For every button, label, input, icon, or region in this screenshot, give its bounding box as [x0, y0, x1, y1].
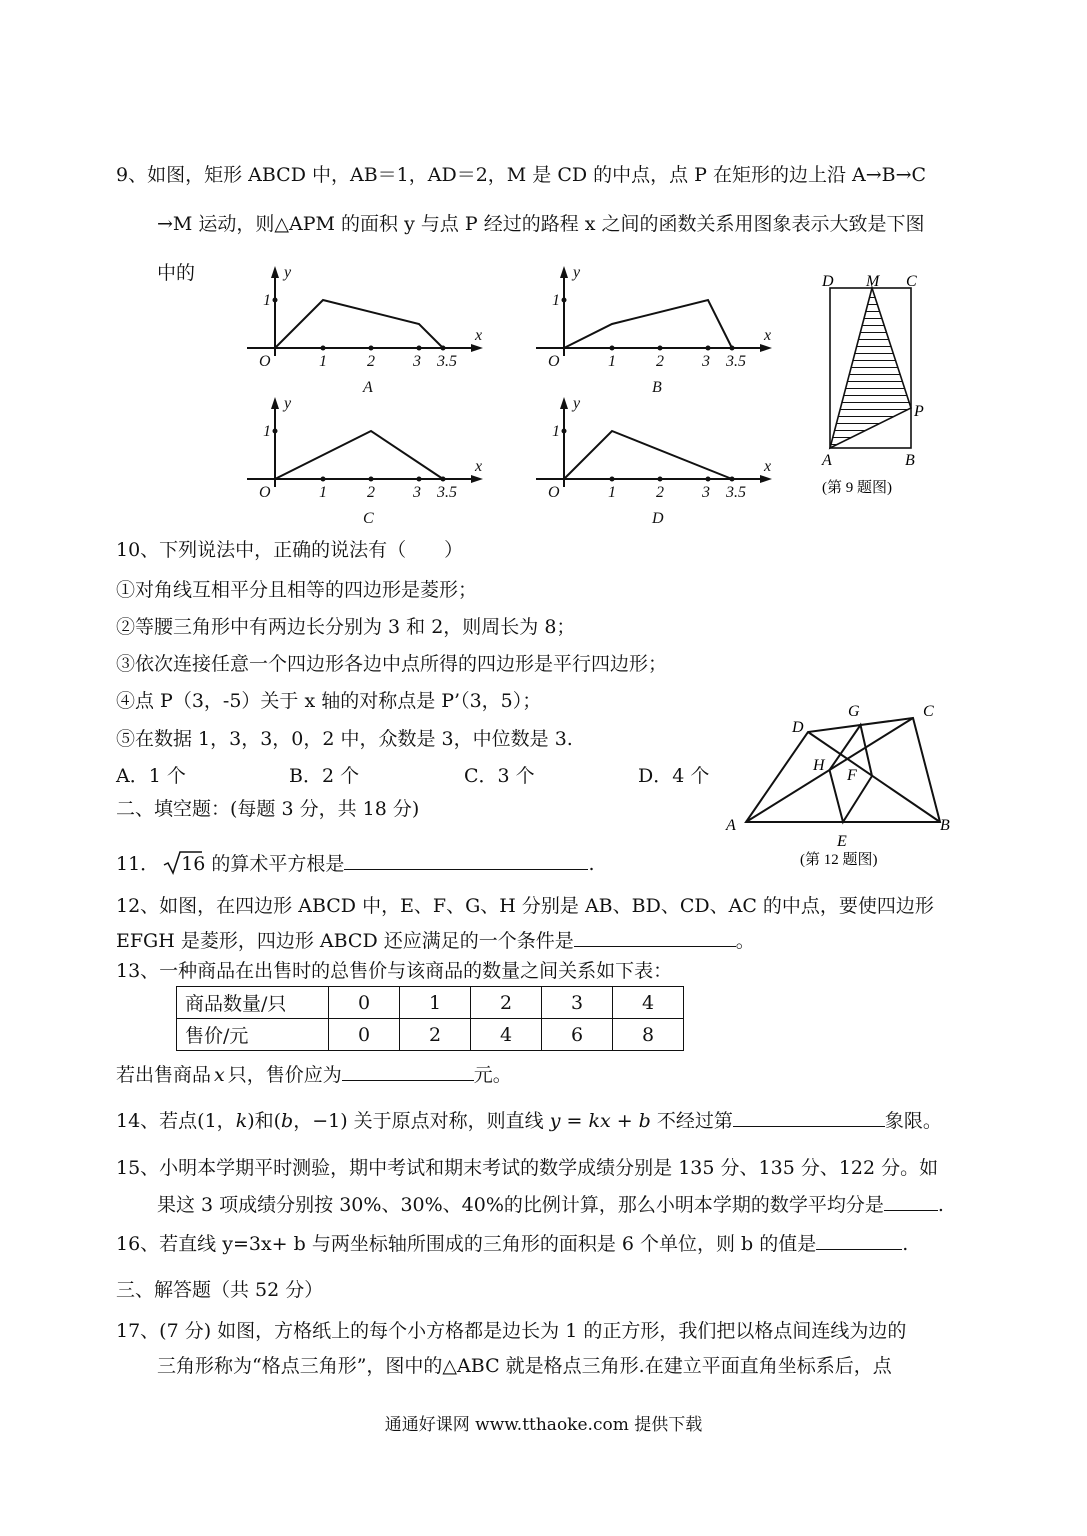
- q14-var-k: k: [235, 1110, 248, 1132]
- y-axis-label: y: [573, 264, 581, 281]
- q11-text: 的算术平方根是: [211, 853, 345, 875]
- q15-line1: 15、小明本学期平时测验，期中考试和期末考试的数学成绩分别是 135 分、135 分、122 分。如: [116, 1157, 939, 1179]
- q9-line2: →M 运动，则△APM 的面积 y 与点 P 经过的路程 x 之间的函数关系用图象表示大致是下图: [157, 213, 925, 235]
- graph-option-label: C: [363, 510, 374, 527]
- q16-line: [116, 1229, 908, 1257]
- x-axis-arrow-icon: [471, 475, 483, 483]
- q12-end: 。: [735, 930, 755, 952]
- x-tick-dot: [706, 477, 711, 482]
- graph-option-label: B: [652, 379, 662, 396]
- x-tick-label: 3: [413, 353, 421, 370]
- q14-text-a: 14、若点(1，: [116, 1110, 236, 1132]
- graph-option-label: A: [363, 379, 373, 396]
- y-axis-arrow-icon: [271, 266, 279, 278]
- q12-label-E: E: [837, 833, 847, 850]
- q10-item-1: ①对角线互相平分且相等的四边形是菱形；: [116, 579, 478, 601]
- y-tick-label: 1: [552, 292, 560, 309]
- x-tick-label: 1: [608, 484, 616, 501]
- q11-line: [116, 849, 594, 877]
- table-cell: 2: [471, 987, 542, 1019]
- q14-var-b: b: [281, 1110, 294, 1132]
- q9-line1: 9、如图，矩形 ABCD 中，AB＝1，AD＝2，M 是 CD 的中点，点 P 在矩形的边上沿 A→B→C: [116, 164, 927, 186]
- q13-after-text: 若出售商品: [116, 1064, 212, 1086]
- x-tick-dot: [321, 346, 326, 351]
- x-axis-arrow-icon: [760, 475, 772, 483]
- q12-label-G: G: [848, 703, 860, 720]
- q14-text-d: 不经过第: [650, 1110, 733, 1132]
- q12-line1: 12、如图，在四边形 ABCD 中，E、F、G、H 分别是 AB、BD、CD、AC 的中点，要使四边形: [116, 895, 934, 917]
- q13-stem: 13、一种商品在出售时的总售价与该商品的数量之间关系如下表：: [116, 960, 673, 982]
- x-tick-dot: [658, 477, 663, 482]
- table-cell: 4: [471, 1019, 542, 1051]
- x-tick-dot: [658, 346, 663, 351]
- x-tick-dot: [321, 477, 326, 482]
- q17-line2: 三角形称为“格点三角形”，图中的△ABC 就是格点三角形.在建立平面直角坐标系后，点: [157, 1355, 892, 1377]
- table-cell: 6: [542, 1019, 613, 1051]
- y-tick-dot: [562, 429, 567, 434]
- x-tick-label: 2: [656, 353, 664, 370]
- q13-after-text-2: 只，售价应为: [227, 1064, 342, 1086]
- q13-after-end: 元。: [473, 1064, 512, 1086]
- q10-option-b: B．2 个: [289, 765, 360, 787]
- y-tick-dot: [273, 429, 278, 434]
- q15-line2-text: 果这 3 项成绩分别按 30%、30%、40%的比例计算，那么小明本学期的数学平均分是: [157, 1194, 884, 1216]
- origin-label: O: [548, 353, 560, 370]
- table-cell: 1: [400, 987, 471, 1019]
- origin-label: O: [548, 484, 560, 501]
- q14-end: 象限。: [884, 1110, 942, 1132]
- y-axis-arrow-icon: [560, 397, 568, 409]
- q12-line2: [116, 926, 755, 954]
- x-axis-label: x: [475, 327, 483, 344]
- q12-figure-caption: (第 12 题图): [800, 852, 878, 868]
- q10-item-3: ③依次连接任意一个四边形各边中点所得的四边形是平行四边形；: [116, 653, 668, 675]
- q12-label-D: D: [792, 719, 804, 736]
- x-tick-label: 2: [367, 484, 375, 501]
- graph-line: [564, 300, 732, 348]
- y-tick-dot: [562, 298, 567, 303]
- q16-end: .: [902, 1233, 909, 1255]
- x-axis-arrow-icon: [471, 344, 483, 352]
- x-tick-label: 3.5: [726, 484, 746, 501]
- x-tick-dot: [369, 477, 374, 482]
- graph-option-label: D: [652, 510, 664, 527]
- x-tick-dot: [417, 346, 422, 351]
- x-tick-label: 3.5: [437, 484, 457, 501]
- graph-line: [564, 431, 732, 479]
- section2-heading: 二、填空题：(每题 3 分，共 18 分): [116, 798, 420, 820]
- q10-option-c: C．3 个: [464, 765, 535, 787]
- q16-answer-blank[interactable]: [816, 1229, 902, 1250]
- x-tick-label: 1: [319, 484, 327, 501]
- y-tick-label: 1: [263, 292, 271, 309]
- q12-label-B: B: [940, 817, 950, 834]
- q14-answer-blank[interactable]: [733, 1106, 885, 1127]
- x-tick-label: 2: [367, 353, 375, 370]
- table-row-header: 商品数量/只: [177, 987, 329, 1019]
- q10-option-d: D．4 个: [638, 765, 710, 787]
- table-cell: 4: [613, 987, 684, 1019]
- origin-label: O: [259, 353, 271, 370]
- q12-label-H: H: [813, 757, 825, 774]
- q13-after: [116, 1060, 512, 1088]
- y-axis-label: y: [284, 264, 292, 281]
- q9-label-A: A: [822, 452, 832, 469]
- table-cell: 8: [613, 1019, 684, 1051]
- x-tick-label: 2: [656, 484, 664, 501]
- q12-quadrilateral-figure: [718, 696, 968, 876]
- q10-item-5: ⑤在数据 1，3，3，0，2 中，众数是 3，中位数是 3.: [116, 728, 573, 750]
- x-tick-dot: [417, 477, 422, 482]
- x-axis-label: x: [475, 458, 483, 475]
- y-axis-label: y: [573, 395, 581, 412]
- q11-end: .: [588, 853, 595, 875]
- x-tick-label: 1: [319, 353, 327, 370]
- x-tick-label: 3.5: [726, 353, 746, 370]
- q10-item-2: ②等腰三角形中有两边长分别为 3 和 2，则周长为 8；: [116, 616, 576, 638]
- table-cell: 3: [542, 987, 613, 1019]
- x-tick-label: 3.5: [437, 353, 457, 370]
- q15-line2: [157, 1190, 944, 1218]
- section3-heading: 三、解答题（共 52 分）: [116, 1279, 324, 1301]
- table-row-header: 售价/元: [177, 1019, 329, 1051]
- q13-answer-blank[interactable]: [342, 1060, 474, 1081]
- q15-answer-blank[interactable]: [884, 1190, 938, 1211]
- x-tick-label: 3: [413, 484, 421, 501]
- y-tick-dot: [273, 298, 278, 303]
- table-cell: 0: [329, 1019, 400, 1051]
- graph-line: [275, 300, 443, 348]
- q9-line3: 中的: [157, 262, 196, 284]
- x-tick-dot: [610, 346, 615, 351]
- y-axis-label: y: [284, 395, 292, 412]
- q14-line: [116, 1106, 942, 1134]
- q16-text: 16、若直线 y=3x+ b 与两坐标轴所围成的三角形的面积是 6 个单位，则 b 的值是: [116, 1233, 817, 1255]
- y-tick-label: 1: [263, 423, 271, 440]
- x-tick-label: 3: [702, 353, 710, 370]
- x-tick-dot: [706, 346, 711, 351]
- y-axis-arrow-icon: [560, 266, 568, 278]
- q9-label-D: D: [822, 273, 834, 290]
- q12-label-A: A: [726, 817, 736, 834]
- table-cell: 2: [400, 1019, 471, 1051]
- table-row: [177, 987, 684, 1019]
- table-row: [177, 1019, 684, 1051]
- q10-item-4: ④点 P（3，-5）关于 x 轴的对称点是 P’（3，5）；: [116, 690, 542, 712]
- table-cell: 0: [329, 987, 400, 1019]
- page-footer: 通通好课网 www.tthaoke.com 提供下载: [384, 1415, 703, 1435]
- x-axis-arrow-icon: [760, 344, 772, 352]
- q12-line2-text: EFGH 是菱形，四边形 ABCD 还应满足的一个条件是: [116, 930, 574, 952]
- q10-option-a: A．1 个: [116, 765, 186, 787]
- q13-table: [176, 986, 684, 1051]
- q9-label-M: M: [866, 273, 880, 290]
- q15-end: .: [937, 1194, 944, 1216]
- q9-label-B: B: [905, 452, 915, 469]
- q9-rectangle-figure: [810, 266, 930, 506]
- x-tick-label: 3: [702, 484, 710, 501]
- x-axis-label: x: [764, 458, 772, 475]
- origin-label: O: [259, 484, 271, 501]
- q9-label-C: C: [906, 273, 917, 290]
- y-tick-label: 1: [552, 423, 560, 440]
- x-tick-dot: [610, 477, 615, 482]
- q14-text-c: ，−1) 关于原点对称，则直线: [293, 1110, 550, 1132]
- q9-figure-caption: (第 9 题图): [822, 480, 892, 496]
- y-axis-arrow-icon: [271, 397, 279, 409]
- x-tick-label: 1: [608, 353, 616, 370]
- q12-answer-blank[interactable]: [574, 926, 736, 947]
- q12-label-C: C: [923, 703, 934, 720]
- q13-variable-x: x: [214, 1064, 225, 1086]
- graph-line: [275, 431, 443, 479]
- q14-equation: y = kx + b: [549, 1110, 651, 1132]
- q14-text-b: )和(: [247, 1110, 282, 1132]
- q11-number: 11．: [116, 853, 160, 875]
- q17-line1: 17、(7 分) 如图，方格纸上的每个小方格都是边长为 1 的正方形，我们把以格点间连线为边的: [116, 1320, 907, 1342]
- q11-answer-blank[interactable]: [344, 849, 588, 870]
- q12-label-F: F: [847, 767, 857, 784]
- x-axis-label: x: [764, 327, 772, 344]
- x-tick-dot: [369, 346, 374, 351]
- q10-stem: 10、下列说法中，正确的说法有（ ）: [116, 539, 464, 561]
- q11-radicand: 16: [181, 853, 206, 875]
- q9-label-P: P: [914, 403, 924, 420]
